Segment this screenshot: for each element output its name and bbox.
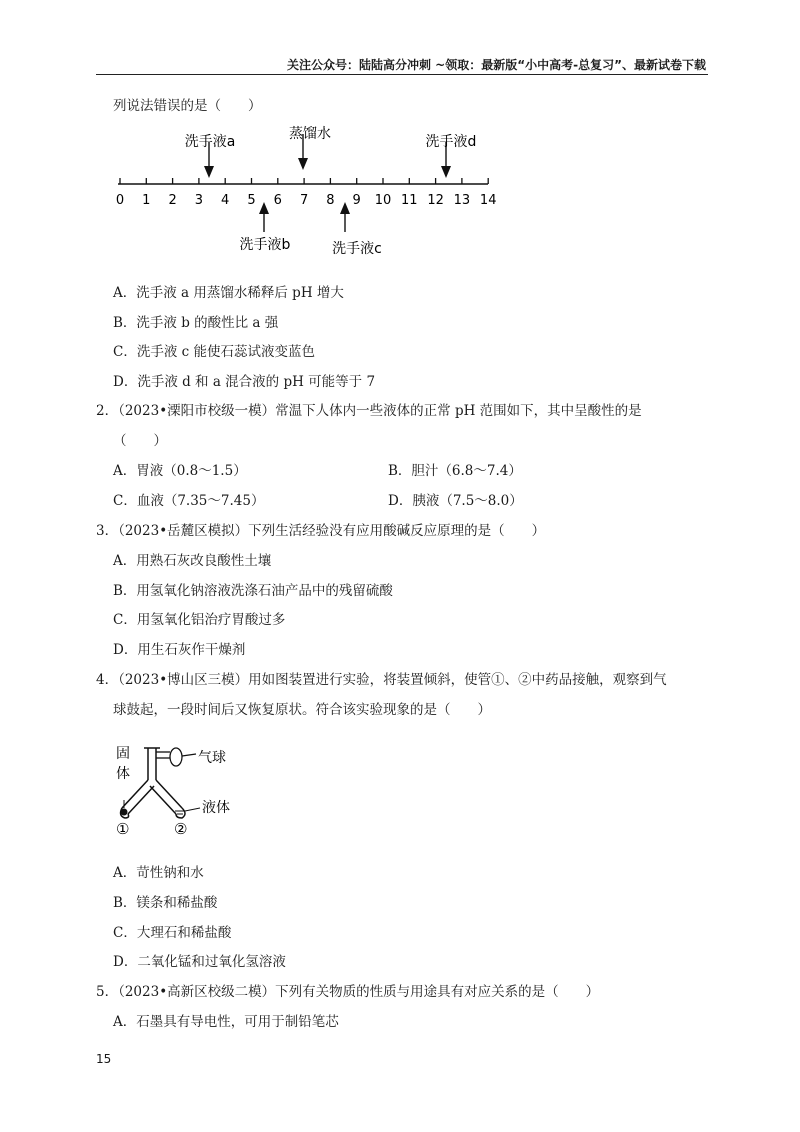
- q5-stem: 5．（2023•高新区校级二模）下列有关物质的性质与用途具有对应关系的是（ ）: [96, 984, 600, 1000]
- label-liquid: 液体: [202, 800, 230, 816]
- q4-option-b: B．镁条和稀盐酸: [113, 895, 218, 911]
- ph-tick-label: 12: [427, 193, 444, 208]
- label-solid-1: 固: [116, 746, 130, 762]
- label-tube-2: ②: [174, 820, 188, 838]
- ph-tick-label: 6: [273, 193, 282, 208]
- q3-stem: 3．（2023•岳麓区模拟）下列生活经验没有应用酸碱反应原理的是（ ）: [96, 523, 546, 539]
- q1-option-a: A．洗手液 a 用蒸馏水稀释后 pH 增大: [113, 285, 344, 301]
- ph-tick-label: 13: [453, 193, 471, 208]
- balloon-shape: [170, 748, 182, 766]
- ph-number-line-figure: [110, 120, 500, 265]
- ph-tick-label: 11: [401, 193, 418, 208]
- ph-tick-label: 9: [352, 193, 361, 208]
- q2-option-d: D．胰液（7.5～8.0）: [388, 493, 523, 509]
- q3-option-c: C．用氢氧化铝治疗胃酸过多: [113, 612, 286, 628]
- q4-option-c: C．大理石和稀盐酸: [113, 925, 232, 941]
- q4-stem-line1: 4．（2023•博山区三模）用如图装置进行实验，将装置倾斜，使管①、②中药品接触，观察到气: [96, 672, 667, 688]
- ph-tick-label: 3: [194, 193, 204, 208]
- arrow-handwash-c: [340, 202, 350, 232]
- q2-option-c: C．血液（7.35～7.45）: [113, 493, 265, 509]
- q3-option-d: D．用生石灰作干燥剂: [113, 642, 246, 658]
- y-tube-apparatus-figure: [108, 738, 248, 838]
- label-handwash-c: 洗手液c: [332, 241, 382, 257]
- header-rule: [96, 74, 708, 75]
- ph-tick-label: 7: [299, 193, 309, 208]
- q1-option-b: B．洗手液 b 的酸性比 a 强: [113, 315, 279, 331]
- q2-stem-line2: （ ）: [113, 433, 167, 449]
- arrow-handwash-b: [259, 202, 269, 232]
- q4-option-d: D．二氧化锰和过氧化氢溶液: [113, 954, 286, 970]
- label-handwash-a: 洗手液a: [184, 134, 236, 150]
- label-tube-1: ①: [116, 820, 130, 838]
- q3-option-b: B．用氢氧化钠溶液洗涤石油产品中的残留硫酸: [113, 583, 393, 599]
- q2-option-a: A．胃液（0.8～1.5）: [113, 463, 247, 479]
- solid-reagent: [121, 809, 128, 816]
- q2-option-b: B．胆汁（6.8～7.4）: [388, 463, 522, 479]
- q1-stem-tail: 列说法错误的是（ ）: [113, 98, 262, 114]
- q1-option-c: C．洗手液 c 能使石蕊试液变蓝色: [113, 344, 315, 360]
- ph-tick-label: 2: [168, 193, 177, 208]
- page-number: 15: [96, 1052, 112, 1066]
- q4-option-a: A．苛性钠和水: [113, 865, 204, 881]
- ph-tick-label: 4: [221, 193, 230, 208]
- q1-option-d: D．洗手液 d 和 a 混合液的 pH 可能等于 7: [113, 374, 376, 390]
- label-handwash-d: 洗手液d: [425, 134, 477, 150]
- page-header: 关注公众号：陆陆高分冲刺 ~领取：最新版“小中高考-总复习”、最新试卷下载: [287, 58, 706, 72]
- q2-stem-line1: 2．（2023•溧阳市校级一模）常温下人体内一些液体的正常 pH 范围如下，其中呈酸性的是: [96, 403, 642, 419]
- label-solid-2: 体: [116, 766, 130, 782]
- ph-tick-label: 1: [142, 193, 151, 208]
- q4-stem-line2: 球鼓起，一段时间后又恢复原状。符合该实验现象的是（ ）: [113, 702, 491, 718]
- ph-tick-label: 5: [247, 193, 256, 208]
- ph-tick-label: 8: [326, 193, 335, 208]
- ph-tick-label: 0: [115, 193, 125, 208]
- q5-option-a: A．石墨具有导电性，可用于制铅笔芯: [113, 1014, 339, 1030]
- label-balloon: 气球: [198, 750, 226, 766]
- label-handwash-b: 洗手液b: [239, 237, 291, 253]
- ph-tick-label: 14: [479, 193, 497, 208]
- q3-option-a: A．用熟石灰改良酸性土壤: [113, 553, 272, 569]
- ph-ticks: [116, 178, 497, 208]
- label-distilled-water: 蒸馏水: [289, 126, 331, 142]
- ph-tick-label: 10: [374, 193, 392, 208]
